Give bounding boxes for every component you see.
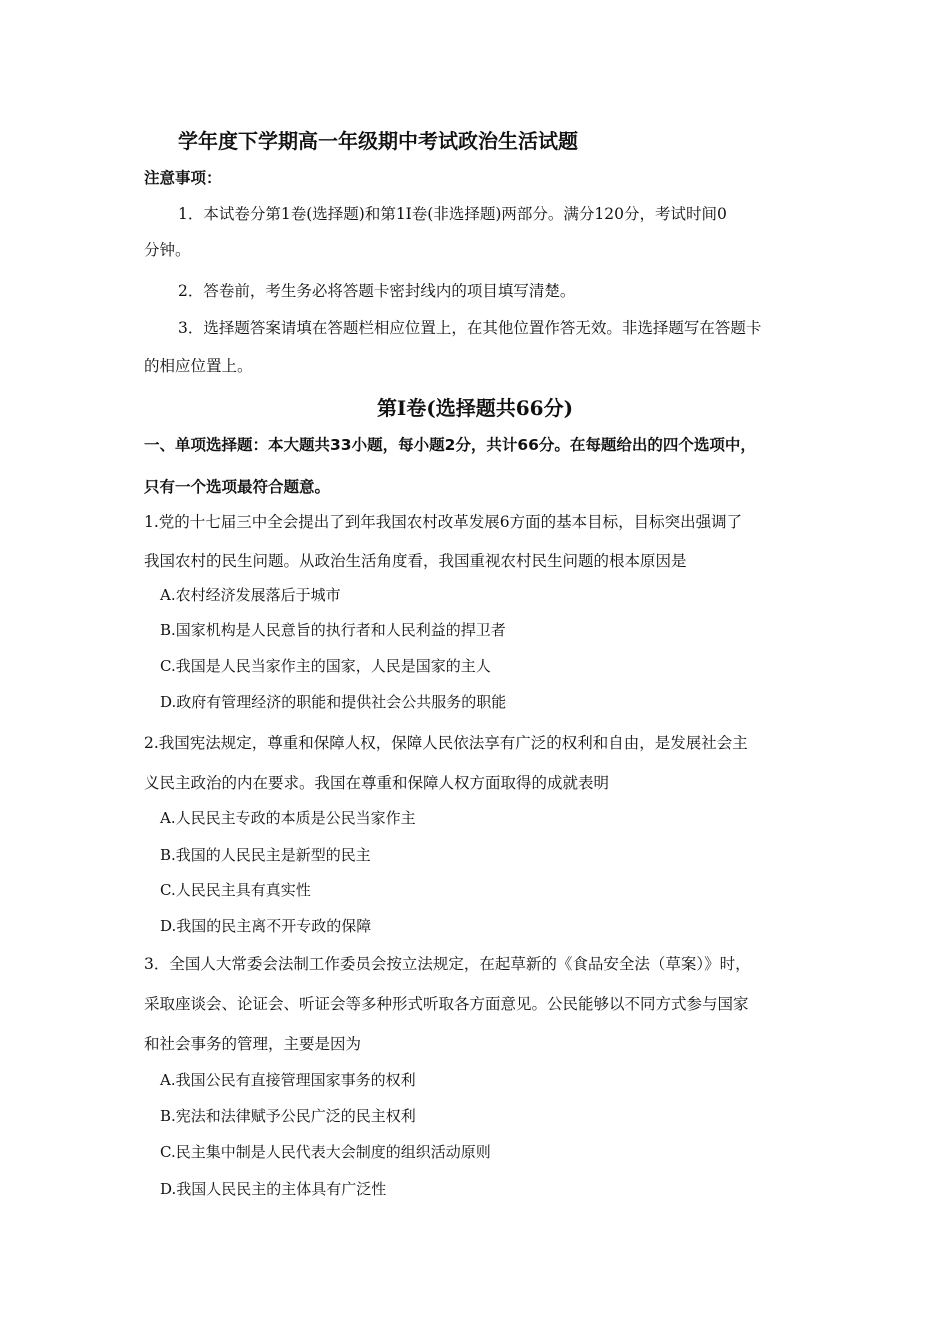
question-3-option-a: A.我国公民有直接管理国家事务的权利 — [160, 1071, 416, 1089]
notice-item-1-line-1: 1．本试卷分第1卷(选择题)和第1I卷(非选择题)两部分。满分120分，考试时间0 — [178, 205, 727, 223]
question-2-stem-line-1: 2.我国宪法规定，尊重和保障人权，保障人民依法享有广泛的权利和自由，是发展社会主 — [144, 734, 748, 752]
question-2-stem-line-2: 义民主政治的内在要求。我国在尊重和保障人权方面取得的成就表明 — [144, 774, 610, 792]
question-2-option-c: C.人民民主具有真实性 — [160, 881, 311, 899]
notice-item-2: 2．答卷前，考生务必将答题卡密封线内的项目填写清楚。 — [178, 282, 576, 300]
question-1-option-c: C.我国是人民当家作主的国家，人民是国家的主人 — [160, 657, 491, 675]
question-1-option-a: A.农村经济发展落后于城市 — [160, 586, 341, 604]
section-instruction-line-2: 只有一个选项最符合题意。 — [144, 478, 331, 496]
notice-item-3-line-1: 3．选择题答案请填在答题栏相应位置上，在其他位置作答无效。非选择题写在答题卡 — [178, 319, 762, 337]
question-1-stem-line-2: 我国农村的民生问题。从政治生活角度看，我国重视农村民生问题的根本原因是 — [144, 552, 687, 570]
question-2-option-b: B.我国的人民民主是新型的民主 — [160, 846, 371, 864]
question-1-option-b: B.国家机构是人民意旨的执行者和人民利益的捍卫者 — [160, 621, 506, 639]
section-instruction-line-1: 一、单项选择题：本大题共33小题，每小题2分，共计66分。在每题给出的四个选项中， — [144, 436, 756, 454]
question-2-option-a: A.人民民主专政的本质是公民当家作主 — [160, 809, 416, 827]
section-title: 第Ⅰ卷(选择题共66分) — [376, 396, 574, 420]
question-2-option-d: D.我国的民主离不开专政的保障 — [160, 917, 372, 935]
notice-item-1-line-2: 分钟。 — [144, 241, 191, 259]
question-3-stem-line-3: 和社会事务的管理，主要是因为 — [144, 1035, 362, 1053]
question-3-option-d: D.我国人民民主的主体具有广泛性 — [160, 1180, 387, 1198]
notice-heading: 注意事项： — [144, 169, 222, 187]
page-title: 学年度下学期高一年级期中考试政治生活试题 — [178, 129, 578, 153]
notice-item-3-line-2: 的相应位置上。 — [144, 357, 253, 375]
question-3-stem-line-1: 3．全国人大常委会法制工作委员会按立法规定，在起草新的《食品安全法（草案）》时， — [144, 955, 751, 973]
question-3-option-b: B.宪法和法律赋予公民广泛的民主权利 — [160, 1107, 416, 1125]
question-3-option-c: C.民主集中制是人民代表大会制度的组织活动原则 — [160, 1143, 491, 1161]
question-1-option-d: D.政府有管理经济的职能和提供社会公共服务的职能 — [160, 693, 507, 711]
question-1-stem-line-1: 1.党的十七届三中全会提出了到年我国农村改革发展6方面的基本目标，目标突出强调了 — [144, 513, 743, 531]
question-3-stem-line-2: 采取座谈会、论证会、听证会等多种形式听取各方面意见。公民能够以不同方式参与国家 — [144, 995, 749, 1013]
